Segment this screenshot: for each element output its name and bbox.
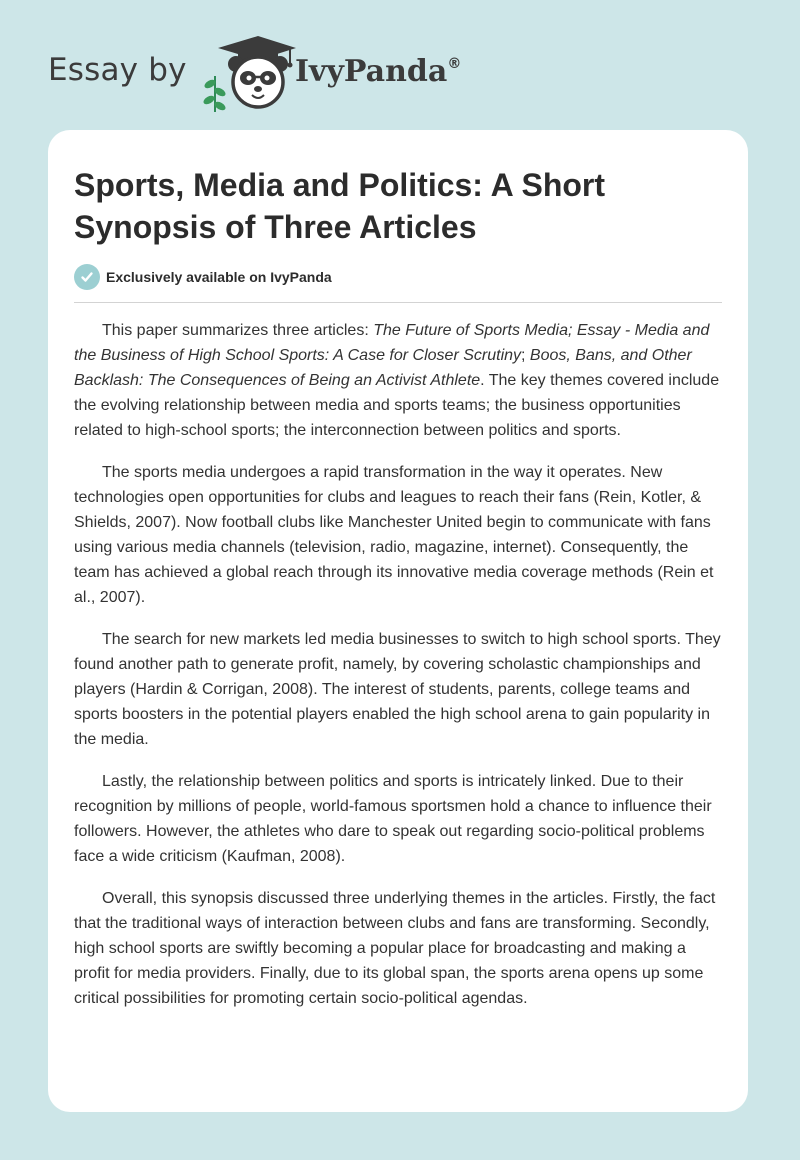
exclusive-label: Exclusively available on IvyPanda bbox=[106, 269, 332, 285]
panda-logo-icon bbox=[202, 34, 298, 112]
site-header bbox=[48, 34, 748, 114]
paragraph-3: The search for new markets led media businesses to switch to high school sports. They found another path to generate profit, namely, by covering scholastic championships and players (Hardin & Corrigan, 2008). The interest of students, parents, college teams and sports boosters in the potential players enabled the high school arena to gain popularity in the media. bbox=[74, 631, 721, 748]
brand-name: IvyPanda® bbox=[295, 54, 462, 89]
divider bbox=[74, 302, 722, 303]
paragraph-4: Lastly, the relationship between politics and sports is intricately linked. Due to their recognition by millions of people, world-famous sportsmen hold a chance to influence their followers. However, the athletes who dare to speak out regarding socio-political problems face a wide criticism (Kaufman, 2008). bbox=[74, 773, 712, 865]
check-icon bbox=[74, 264, 100, 290]
registered-mark: ® bbox=[447, 56, 462, 72]
essay-by-label: Essay by bbox=[48, 52, 187, 88]
page-title: Sports, Media and Politics: A Short Synopsis of Three Articles bbox=[74, 167, 606, 245]
essay-card bbox=[48, 130, 748, 1112]
exclusive-badge bbox=[74, 263, 332, 291]
paragraph-5: Overall, this synopsis discussed three underlying themes in the articles. Firstly, the fact that the traditional ways of interaction between clubs and fans are transforming. Secondly, high school sports are swiftly becoming a popular place for broadcasting and making a profit for media providers. Finally, due to its global span, the sports arena opens up some critical possibilities for promoting certain socio-political agendas. bbox=[74, 890, 716, 1007]
paragraph-2: The sports media undergoes a rapid transformation in the way it operates. New technologies open opportunities for clubs and leagues to reach their fans (Rein, Kotler, & Shields, 2007). Now football clubs like Manchester United begin to communicate with fans using various media channels (television, radio, magazine, internet). Consequently, the team has achieved a global reach through its innovative media coverage methods (Rein et al., 2007). bbox=[74, 464, 714, 606]
paragraph-1: This paper summarizes three articles: The Future of Sports Media; Essay - Media and the Business of High School Sports: A Case for Closer Scrutiny; Boos, Bans, and Other Backlash: The Consequences of Being an Activist Athlete. The key themes covered include the evolving relationship between media and sports teams; the business opportunities related to high-school sports; the interconnection between politics and sports. bbox=[74, 322, 720, 439]
article-body bbox=[74, 318, 724, 1028]
